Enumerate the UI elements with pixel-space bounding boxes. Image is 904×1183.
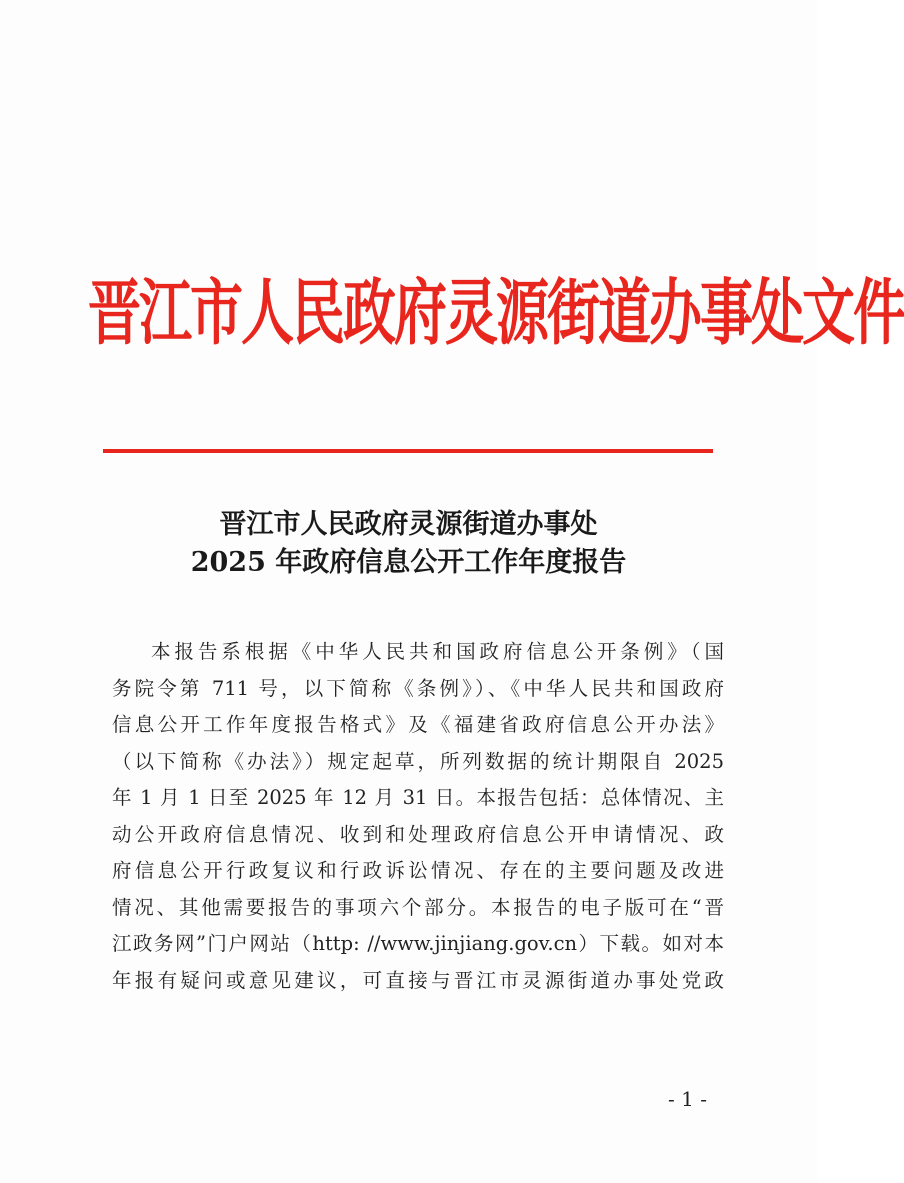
red-separator-line [103,449,713,453]
body-line: 江政务网”门户网站（http: //www.jinjiang.gov.cn）下载。如对本 [112,932,724,955]
report-body [112,634,724,999]
body-line: 年 1 月 1 日至 2025 年 12 月 31 日。本报告包括：总体情况、主 [112,786,724,809]
body-line: 信息公开工作年度报告格式》及《福建省政府信息公开办法》 [112,713,724,736]
body-line: 府信息公开行政复议和行政诉讼情况、存在的主要问题及改进 [112,859,724,882]
document-issuer-header: 晋江市人民政府灵源街道办事处文件 [88,271,904,355]
body-line: 年报有疑问或意见建议，可直接与晋江市灵源街道办事处党政 [112,968,724,992]
page-number: - 1 - [668,1087,707,1111]
body-line: 动公开政府信息情况、收到和处理政府信息公开申请情况、政 [112,822,724,846]
body-line: 本报告系根据《中华人民共和国政府信息公开条例》（国 [151,640,724,663]
body-line: 情况、其他需要报告的事项六个部分。本报告的电子版可在“晋 [112,895,724,919]
body-line: 务院令第 711 号，以下简称《条例》）、《中华人民共和国政府 [112,676,724,700]
body-line: （以下简称《办法》）规定起草，所列数据的统计期限自 2025 [112,749,724,773]
report-title-line-1: 晋江市人民政府灵源街道办事处 [219,509,598,540]
report-title-line-2: 2025 年政府信息公开工作年度报告 [190,547,627,578]
report-title [100,506,717,582]
